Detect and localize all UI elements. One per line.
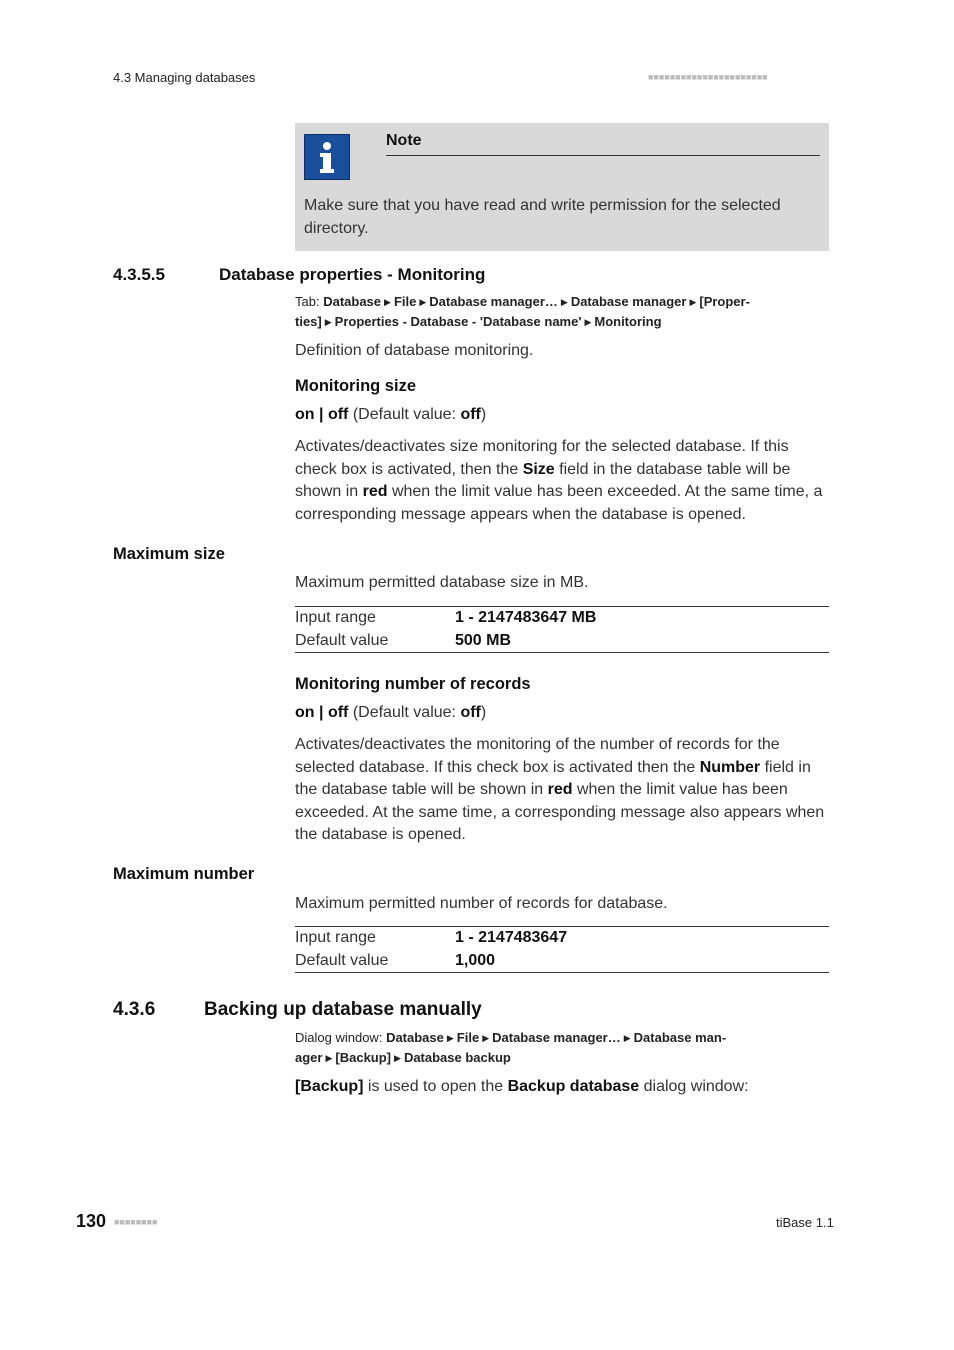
path-item: Properties - Database - 'Database name' xyxy=(334,314,582,329)
maximum-size-label: Maximum size xyxy=(113,545,225,563)
path-item: ager xyxy=(295,1050,323,1065)
option-separator: | xyxy=(319,406,324,423)
option-separator: | xyxy=(319,704,324,721)
arrow-right-icon: ▶ xyxy=(482,1033,490,1043)
section-intro: Definition of database monitoring. xyxy=(295,342,534,359)
table-row xyxy=(295,607,829,630)
arrow-right-icon: ▶ xyxy=(560,297,568,307)
path-item: Database manager xyxy=(570,294,687,309)
option-off: off xyxy=(327,406,349,423)
desc-text: Activates/deactivates the monitoring of the number of records for the selected database. If this check box is activated then the xyxy=(295,736,780,776)
section-title: Database properties - Monitoring xyxy=(219,265,486,284)
table-value: 1 - 2147483647 xyxy=(455,929,568,946)
path-item: Database backup xyxy=(403,1050,511,1065)
arrow-right-icon: ▶ xyxy=(584,317,592,327)
product-name: tiBase 1.1 xyxy=(776,1215,834,1230)
desc-text: when the limit value has been exceeded. At the same time, a corresponding message also appears when the database is opened. xyxy=(295,781,825,843)
default-suffix: ) xyxy=(480,406,487,423)
table-value: 1,000 xyxy=(455,951,496,969)
table-value: 1 - 2147483647 MB xyxy=(455,609,597,626)
arrow-right-icon: ▶ xyxy=(689,297,697,307)
option-off: off xyxy=(327,704,349,721)
navigation-path xyxy=(295,292,815,332)
maximum-number-table xyxy=(295,926,829,973)
desc-text: when the limit value has been exceeded. At the same time, a corresponding message appears when the database is opened. xyxy=(295,483,823,523)
default-prefix: (Default value: xyxy=(352,704,456,721)
note-divider xyxy=(386,155,820,156)
maximum-number-label: Maximum number xyxy=(113,865,255,883)
backup-intro xyxy=(295,1076,829,1099)
table-key: Default value xyxy=(295,951,389,969)
desc-text: field in the database table will be shown in xyxy=(295,758,811,798)
desc-text: field in the database table will be shown in xyxy=(295,460,791,500)
path-item: Database manager… xyxy=(429,294,558,309)
path-prefix: Tab: xyxy=(295,294,320,309)
monitoring-size-description xyxy=(295,436,829,526)
path-item: Monitoring xyxy=(594,314,662,329)
path-item: File xyxy=(456,1030,480,1045)
default-value: off xyxy=(460,704,481,721)
arrow-right-icon: ▶ xyxy=(384,297,391,307)
path-item: Database man- xyxy=(633,1030,727,1045)
default-value: off xyxy=(460,406,481,423)
option-on: on xyxy=(295,704,315,721)
note-text: Make sure that you have read and write permission for the selected directory. xyxy=(304,197,781,237)
path-item: Database xyxy=(323,294,382,309)
arrow-right-icon: ▶ xyxy=(623,1033,631,1043)
table-key: Input range xyxy=(295,609,376,626)
section-title: Backing up database manually xyxy=(204,999,482,1020)
monitoring-size-heading: Monitoring size xyxy=(295,377,416,395)
arrow-right-icon: ▶ xyxy=(325,1053,333,1063)
path-item: [Backup] xyxy=(335,1050,392,1065)
arrow-right-icon: ▶ xyxy=(419,297,427,307)
footer-decoration: ■■■■■■■■ xyxy=(114,1217,158,1227)
section-number: 4.3.6 xyxy=(113,999,156,1020)
desc-bold: red xyxy=(547,781,573,798)
table-row xyxy=(295,927,829,950)
table-value: 500 MB xyxy=(455,631,512,649)
path-item: File xyxy=(393,294,417,309)
desc-bold: Size xyxy=(522,460,555,478)
option-on: on xyxy=(295,406,315,423)
default-suffix: ) xyxy=(480,704,487,721)
desc-text: Activates/deactivates size monitoring for the selected database. If this check box is activated, then the xyxy=(295,438,789,478)
page-number: 130 xyxy=(76,1211,107,1231)
arrow-right-icon: ▶ xyxy=(446,1033,454,1043)
monitoring-records-heading: Monitoring number of records xyxy=(295,675,531,693)
arrow-right-icon: ▶ xyxy=(324,317,332,327)
path-item: ties] xyxy=(295,314,322,329)
running-header-section: 4.3 Managing databases xyxy=(113,70,256,85)
info-icon xyxy=(304,134,350,180)
desc-text: dialog window: xyxy=(639,1078,749,1095)
desc-text: is used to open the xyxy=(363,1078,508,1095)
section-number: 4.3.5.5 xyxy=(113,265,165,284)
table-row xyxy=(295,950,829,973)
navigation-path xyxy=(295,1028,815,1068)
table-row xyxy=(295,630,829,653)
table-key: Default value xyxy=(295,631,389,649)
desc-bold: [Backup] xyxy=(295,1078,364,1095)
desc-bold: Number xyxy=(699,758,761,776)
path-item: Database xyxy=(386,1030,444,1045)
maximum-size-description: Maximum permitted database size in MB. xyxy=(295,574,589,591)
header-decoration: ■■■■■■■■■■■■■■■■■■■■■■ xyxy=(648,72,768,82)
monitoring-records-description xyxy=(295,734,829,847)
path-item: [Proper- xyxy=(699,294,750,309)
monitoring-size-options xyxy=(295,404,829,427)
desc-bold: Backup database xyxy=(507,1078,640,1095)
maximum-number-description: Maximum permitted number of records for database. xyxy=(295,895,668,912)
monitoring-records-options xyxy=(295,702,829,725)
note-title: Note xyxy=(386,132,422,149)
maximum-size-table xyxy=(295,606,829,653)
path-item: Database manager… xyxy=(492,1030,621,1045)
desc-bold: red xyxy=(362,483,388,500)
default-prefix: (Default value: xyxy=(352,406,456,423)
table-key: Input range xyxy=(295,929,376,946)
arrow-right-icon: ▶ xyxy=(394,1053,401,1063)
path-prefix: Dialog window: xyxy=(295,1030,383,1045)
